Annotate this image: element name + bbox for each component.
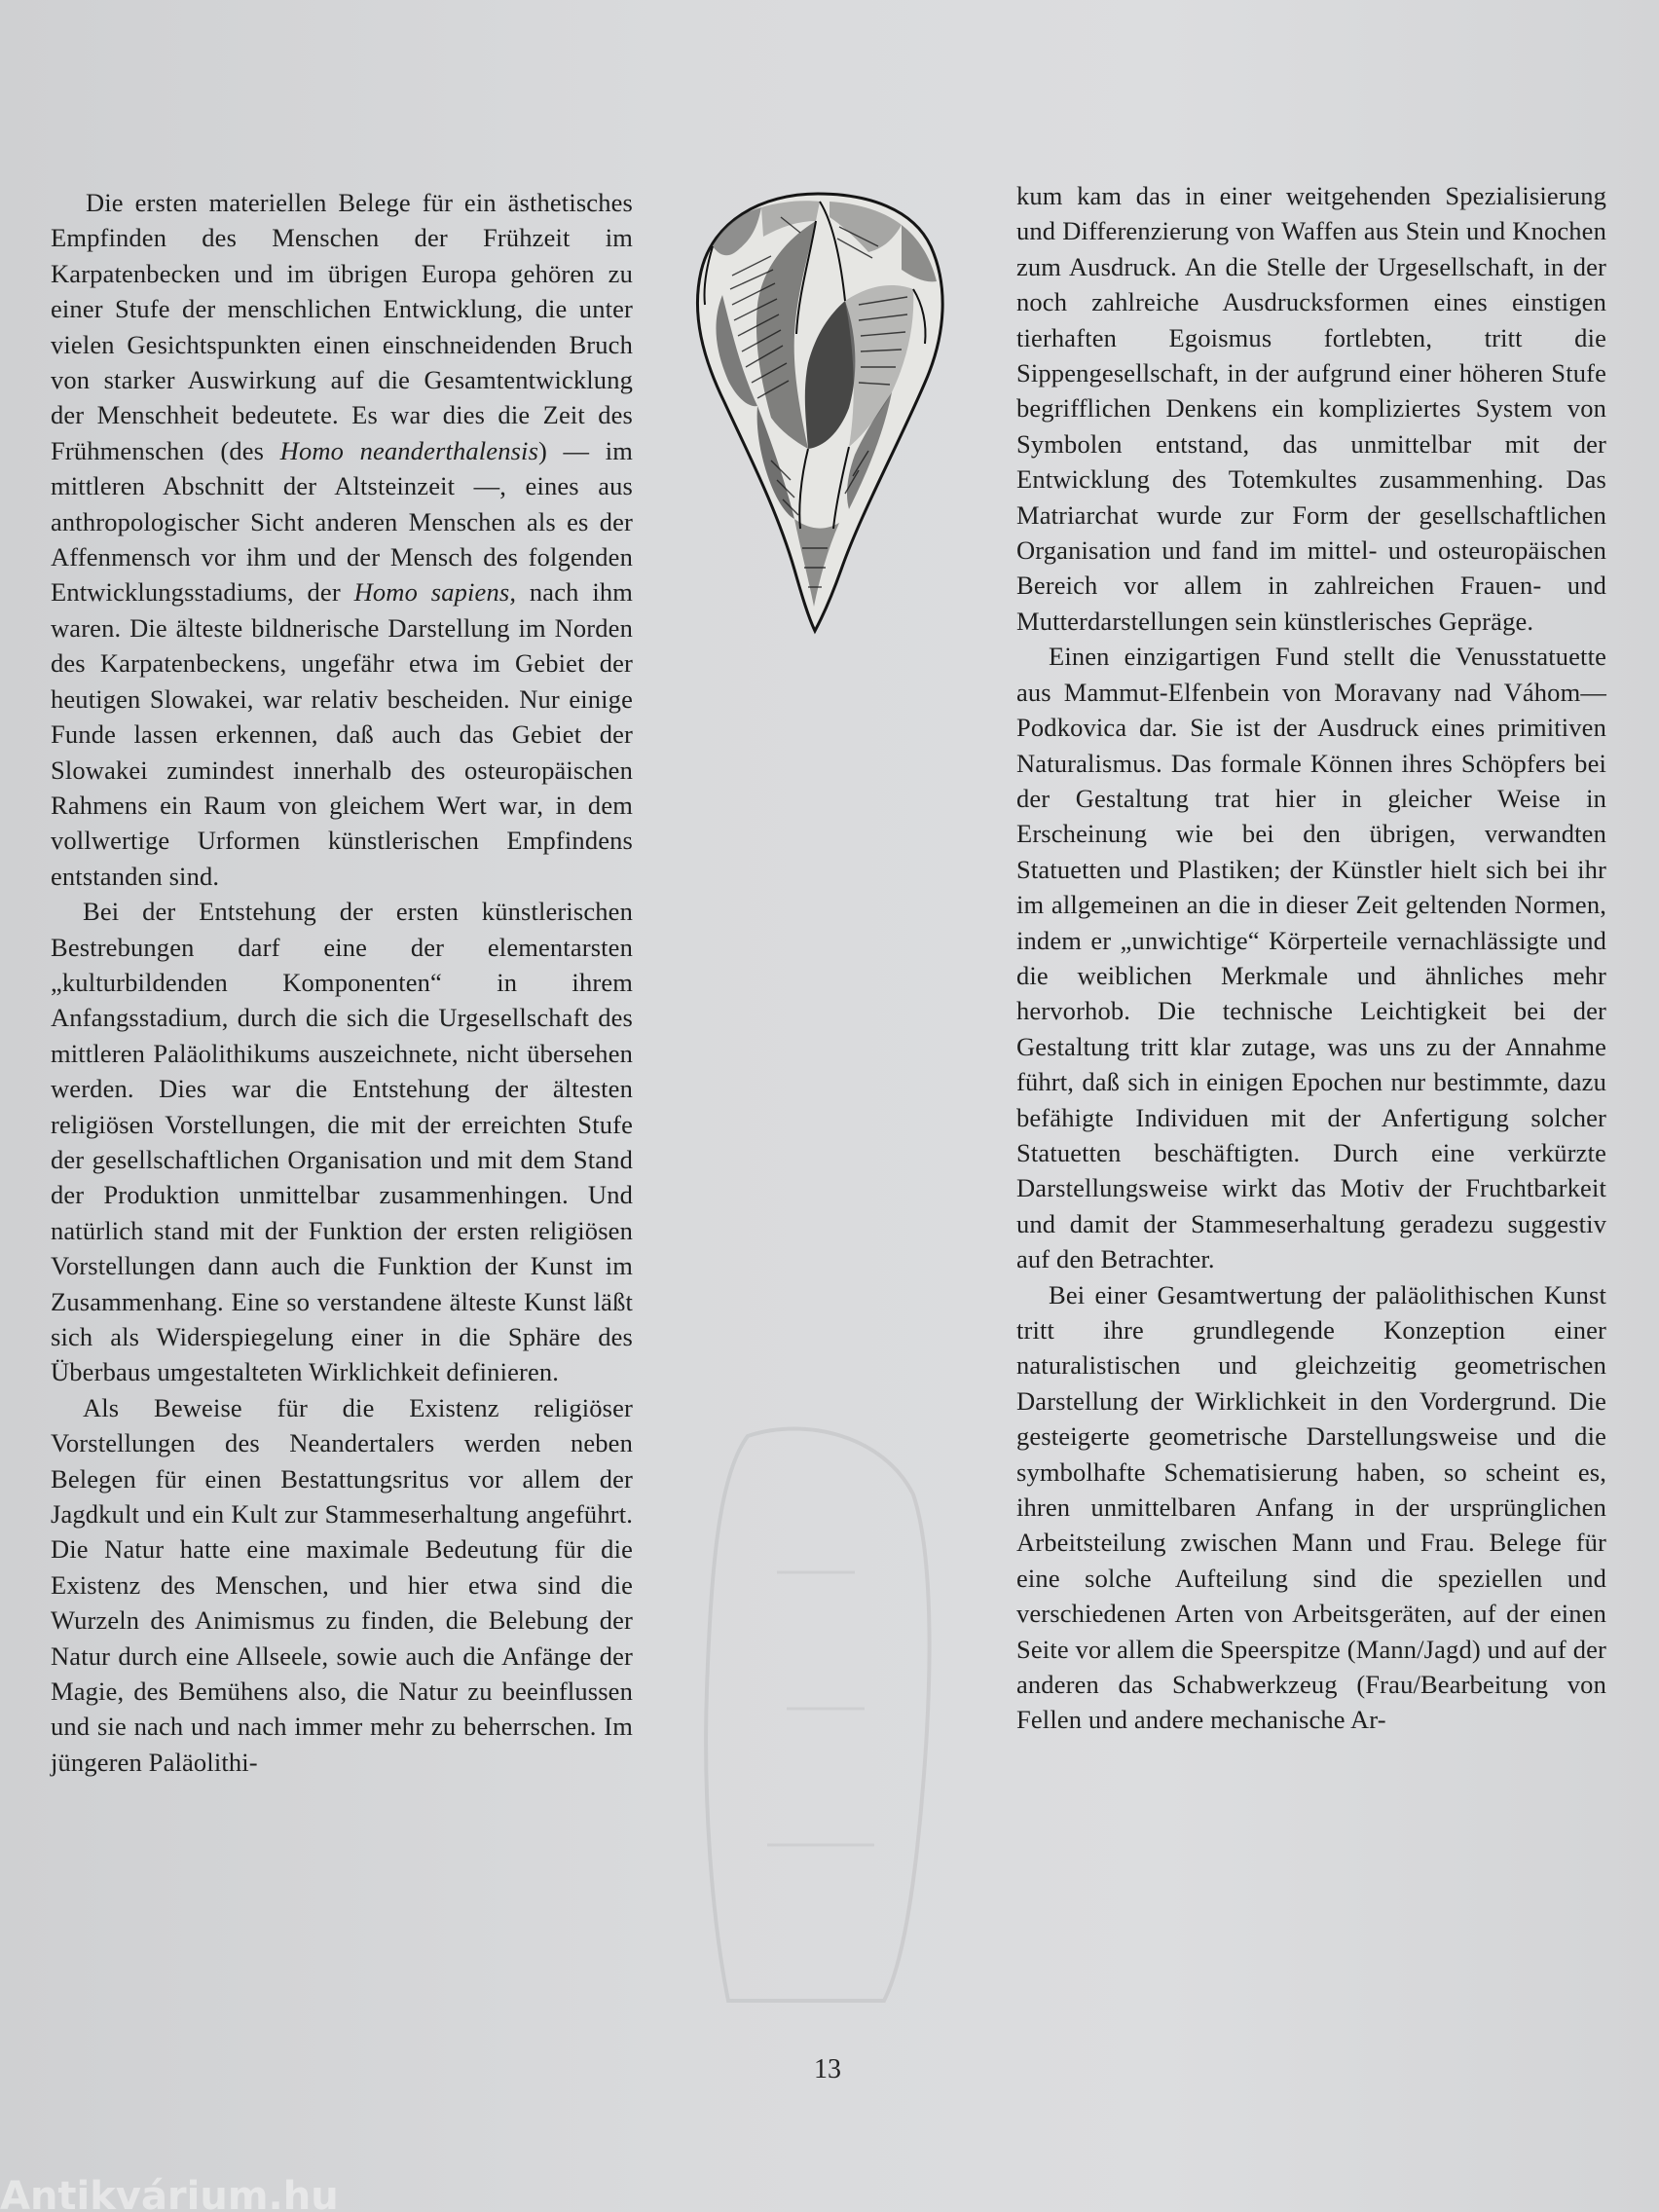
bleed-through-figure — [689, 1417, 942, 2010]
page-number: 13 — [814, 2054, 841, 2084]
right-paragraph-3: Bei einer Gesamtwertung der paläolithischen Kunst tritt ihre grundlegende Konzeption einer naturalistischen und gleichzeitig geometrischen Darstellung der Wirklichkeit in den Vordergrund. Die gesteigerte geometrische Darstellungsweise und die symbolhafte Schematisierung haben, so scheint es, ihren unmittelbaren Anfang in der ursprünglichen Arbeitsteilung zwischen Mann und Frau. Belege für eine solche Aufteilung sind die speziellen und verschiedenen Arten von Arbeitsgeräten, auf der einen Seite vor allem die Speerspitze (Mann/Jagd) und auf der anderen das Schabwerkzeug (Frau/Bearbeitung von Fellen und andere mechanische Ar- — [1016, 1279, 1606, 1735]
left-paragraph-1 — [51, 185, 633, 894]
text-run: ) — im mittleren Abschnitt der Altsteinzeit —, eines aus anthropologischer Sicht anderen Menschen als es der Affenmensch vor ihm und der Mensch des folgenden Entwicklungsstadiums, der — [51, 435, 633, 608]
italic-term-homo-sapiens: Homo sapiens, — [353, 577, 517, 608]
left-text-column — [51, 185, 633, 1780]
right-paragraph-2: Einen einzigartigen Fund stellt die Venusstatuette aus Mammut-Elfenbein von Moravany nad Váhom—Podkovica dar. Sie ist der Ausdruck eines primitiven Naturalismus. Das formale Können ihres Schöpfers bei der Gestaltung trat hier in gleicher Weise in Erscheinung wie bei den übrigen, verwandten Statuetten und Plastiken; der Künstler hielt sich bei ihr im allgemeinen an die in dieser Zeit geltenden Normen, indem er „unwichtige“ Körperteile vernachlässigte und die weiblichen Merkmale und ähnliches mehr hervorhob. Die technische Leichtigkeit bei der Gestaltung tritt klar zutage, was uns zu der Annahme führt, daß sich in einigen Epochen nur bestimmte, dazu befähigte Individuen mit der Anfertigung solcher Statuetten beschäftigten. Durch eine verkürzte Darstellungsweise wirkt das Motiv der Fruchtbarkeit und damit der Stammeserhaltung geradezu suggestiv auf den Betrachter. — [1016, 642, 1606, 1274]
italic-term-homo-neanderthalensis: Homo neanderthalensis — [279, 435, 539, 465]
watermark-text: Antikvárium.hu — [0, 2177, 339, 2212]
hand-axe-illustration — [693, 188, 948, 636]
text-run: Die ersten materiellen Belege für ein ästhetisches Empfinden des Menschen der Frühzeit im Karpatenbecken und im übrigen Europa gehören zu einer Stufe der menschlichen Entwicklung, die unter vielen Gesichtspunkten einen einschneidenden Bruch von starker Auswirkung auf die Gesamtentwicklung der Menschheit bedeutete. Es war dies die Zeit des Frühmenschen (des — [51, 188, 633, 465]
right-paragraph-1: kum kam das in einer weitgehenden Spezialisierung und Differenzierung von Waffen aus Stein und Knochen zum Ausdruck. An die Stelle der Urgesellschaft, in der noch zahlreiche Ausdrucksformen eines einstigen tierhaften Egoismus fortlebten, tritt die Sippengesellschaft, in der aufgrund einer höheren Stufe begrifflichen Denkens ein kompliziertes System von Symbolen entstand, das unmittelbar mit der Entwicklung des Totemkultes zusammenhing. Das Matriarchat wurde zur Form der gesellschaftlichen Organisation und fand im mittel- und osteuropäischen Bereich vor allem in zahlreichen Frauen- und Mutterdarstellungen sein künstlerisches Gepräge. — [1016, 181, 1606, 636]
left-paragraph-3: Als Beweise für die Existenz religiöser Vorstellungen des Neandertalers werden neben Belegen für einen Bestattungsritus vor allem der Jagdkult und ein Kult zur Stammeserhaltung angeführt. Die Natur hatte eine maximale Bedeutung für die Existenz des Menschen, und hier etwa sind die Wurzeln des Animismus zu finden, die Belebung der Natur durch eine Allseele, sowie auch die Anfänge der Magie, des Bemühens also, die Natur zu beeinflussen und sie nach und nach immer mehr zu beherrschen. Im jüngeren Paläolithi- — [51, 1392, 633, 1777]
right-text-column — [1016, 178, 1606, 1738]
left-paragraph-2: Bei der Entstehung der ersten künstlerischen Bestrebungen darf eine der elementarsten „kulturbildenden Komponenten“ in ihrem Anfangsstadium, durch die sich die Urgesellschaft des mittleren Paläolithikums auszeichnete, nicht übersehen werden. Dies war die Entstehung der ältesten religiösen Vorstellungen, die mit der erreichten Stufe der gesellschaftlichen Organisation und mit dem Stand der Produktion unmittelbar zusammenhingen. Und natürlich stand mit der Funktion der ersten religiösen Vorstellungen dann auch die Funktion der Kunst im Zusammenhang. Eine so verstandene älteste Kunst läßt sich als Widerspiegelung einer in die Sphäre des Überbaus umgestalteten Wirklichkeit definieren. — [51, 897, 633, 1387]
text-run: nach ihm waren. Die älteste bildnerische Darstellung im Norden des Karpatenbeckens, ungefähr etwa im Gebiet der heutigen Slowakei, war relativ bescheiden. Nur einige Funde lassen erkennen, daß auch das Gebiet der Slowakei zumindest innerhalb des osteuropäischen Rahmens ein Raum von gleichem Wert war, in dem vollwertige Urformen künstlerischen Empfindens entstanden sind. — [51, 577, 633, 891]
